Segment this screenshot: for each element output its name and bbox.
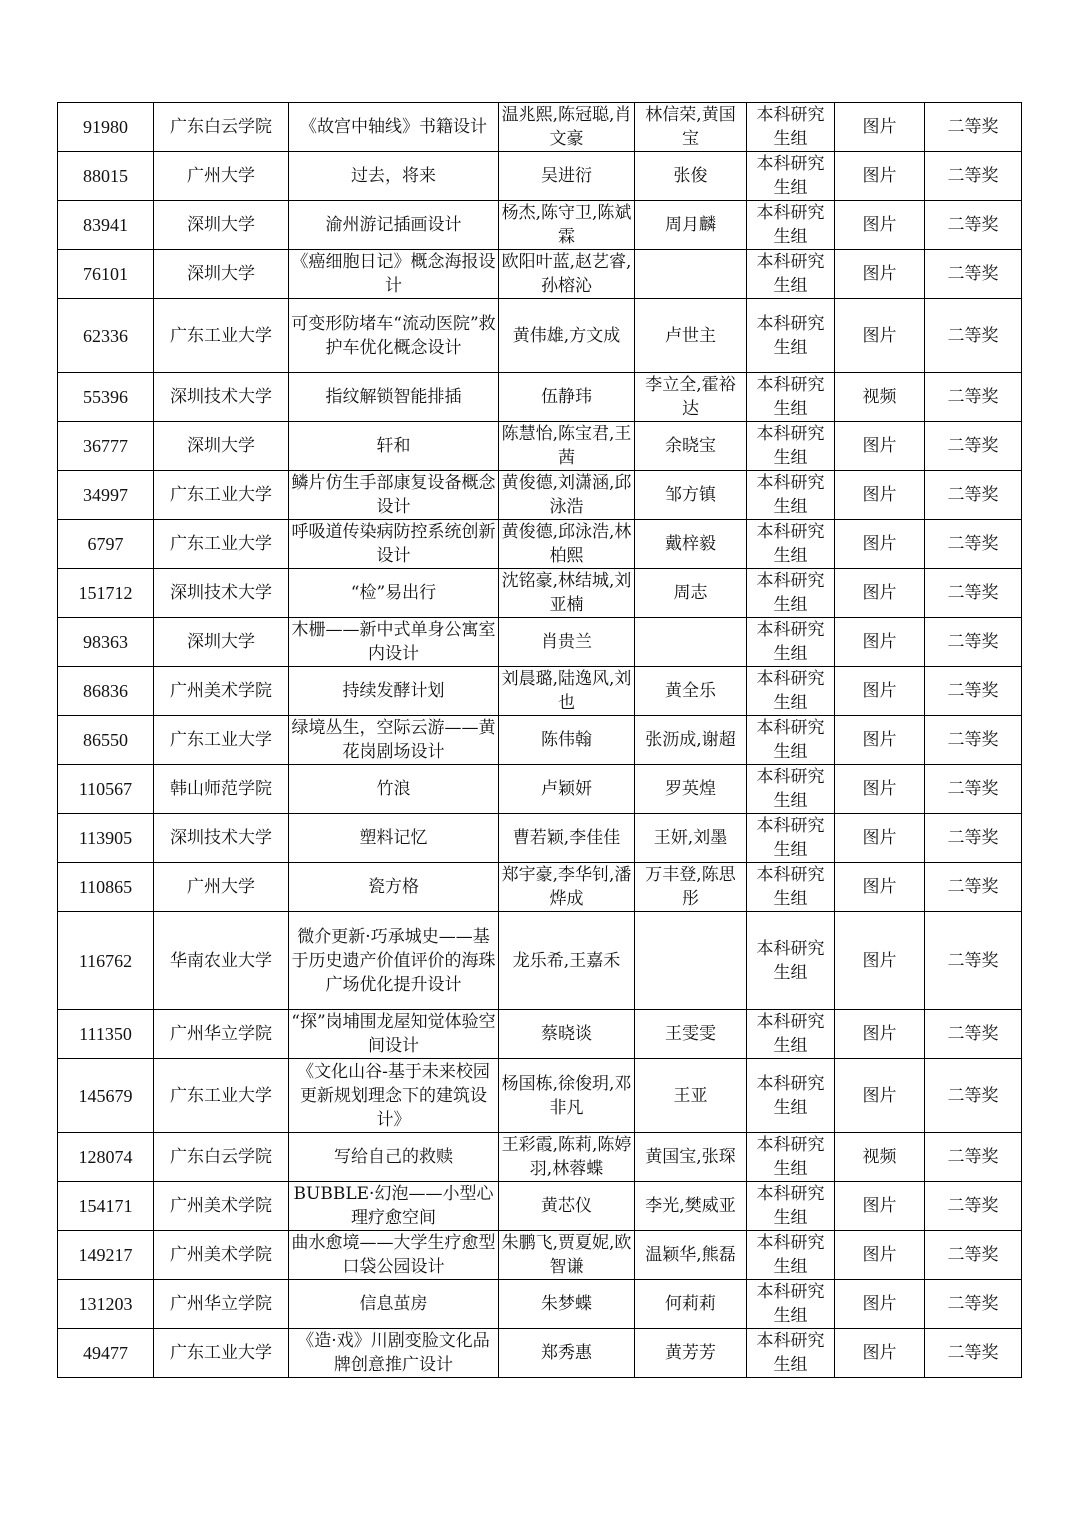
advisors-cell: 黄国宝,张琛	[635, 1133, 747, 1182]
authors-cell: 黄俊德,刘潇涵,邱泳浩	[499, 471, 635, 520]
school-cell: 广东工业大学	[154, 520, 289, 569]
school-cell: 广州美术学院	[154, 1231, 289, 1280]
table-row	[58, 667, 1022, 716]
table-row	[58, 152, 1022, 201]
authors-cell: 朱鹏飞,贾夏妮,欧智谦	[499, 1231, 635, 1280]
work-title-cell: 微介更新·巧承城史——基于历史遗产价值评价的海珠广场优化提升设计	[289, 912, 499, 1010]
table-row	[58, 1059, 1022, 1133]
work-type-cell: 图片	[835, 814, 925, 863]
entry-id-cell: 128074	[58, 1133, 154, 1182]
authors-cell: 沈铭豪,林结城,刘亚楠	[499, 569, 635, 618]
entry-id-cell: 151712	[58, 569, 154, 618]
school-cell: 广州大学	[154, 863, 289, 912]
advisors-cell	[635, 618, 747, 667]
school-cell: 广州华立学院	[154, 1280, 289, 1329]
group-cell: 本科研究生组	[747, 863, 835, 912]
table-row	[58, 716, 1022, 765]
award-cell: 二等奖	[925, 103, 1022, 152]
award-cell: 二等奖	[925, 863, 1022, 912]
group-cell: 本科研究生组	[747, 618, 835, 667]
group-cell: 本科研究生组	[747, 201, 835, 250]
school-cell: 深圳大学	[154, 422, 289, 471]
school-cell: 广州美术学院	[154, 667, 289, 716]
work-title-cell: “探”岗埔围龙屋知觉体验空间设计	[289, 1010, 499, 1059]
group-cell: 本科研究生组	[747, 667, 835, 716]
school-cell: 广东工业大学	[154, 1329, 289, 1378]
advisors-cell: 王亚	[635, 1059, 747, 1133]
authors-cell: 吴进衍	[499, 152, 635, 201]
entry-id-cell: 88015	[58, 152, 154, 201]
work-type-cell: 图片	[835, 152, 925, 201]
advisors-cell: 王雯雯	[635, 1010, 747, 1059]
school-cell: 广东工业大学	[154, 299, 289, 373]
school-cell: 广州华立学院	[154, 1010, 289, 1059]
group-cell: 本科研究生组	[747, 912, 835, 1010]
entry-id-cell: 55396	[58, 373, 154, 422]
work-title-cell: 木栅——新中式单身公寓室内设计	[289, 618, 499, 667]
school-cell: 深圳大学	[154, 201, 289, 250]
work-title-cell: 可变形防堵车“流动医院”救护车优化概念设计	[289, 299, 499, 373]
award-cell: 二等奖	[925, 716, 1022, 765]
advisors-cell: 万丰登,陈思彤	[635, 863, 747, 912]
table-row	[58, 912, 1022, 1010]
work-type-cell: 图片	[835, 1059, 925, 1133]
entry-id-cell: 110567	[58, 765, 154, 814]
group-cell: 本科研究生组	[747, 250, 835, 299]
work-type-cell: 图片	[835, 618, 925, 667]
group-cell: 本科研究生组	[747, 1010, 835, 1059]
work-title-cell: 指纹解锁智能排插	[289, 373, 499, 422]
advisors-cell: 罗英煌	[635, 765, 747, 814]
authors-cell: 伍静玮	[499, 373, 635, 422]
work-title-cell: 轩和	[289, 422, 499, 471]
work-type-cell: 图片	[835, 1280, 925, 1329]
advisors-cell: 何莉莉	[635, 1280, 747, 1329]
school-cell: 广东工业大学	[154, 1059, 289, 1133]
table-row	[58, 1280, 1022, 1329]
advisors-cell: 林信荣,黄国宝	[635, 103, 747, 152]
work-type-cell: 图片	[835, 422, 925, 471]
entry-id-cell: 6797	[58, 520, 154, 569]
work-title-cell: 《文化山谷-基于未来校园更新规划理念下的建筑设计》	[289, 1059, 499, 1133]
work-type-cell: 图片	[835, 863, 925, 912]
work-title-cell: 塑料记忆	[289, 814, 499, 863]
entry-id-cell: 145679	[58, 1059, 154, 1133]
authors-cell: 陈慧怡,陈宝君,王茜	[499, 422, 635, 471]
work-title-cell: 瓷方格	[289, 863, 499, 912]
group-cell: 本科研究生组	[747, 814, 835, 863]
group-cell: 本科研究生组	[747, 716, 835, 765]
table-row	[58, 520, 1022, 569]
advisors-cell: 张沥成,谢超	[635, 716, 747, 765]
work-type-cell: 图片	[835, 667, 925, 716]
work-title-cell: 《造·戏》川剧变脸文化品牌创意推广设计	[289, 1329, 499, 1378]
authors-cell: 曹若颖,李佳佳	[499, 814, 635, 863]
award-cell: 二等奖	[925, 1182, 1022, 1231]
group-cell: 本科研究生组	[747, 1231, 835, 1280]
authors-cell: 卢颖妍	[499, 765, 635, 814]
table-row	[58, 422, 1022, 471]
work-title-cell: 绿境丛生，空际云游——黄花岗剧场设计	[289, 716, 499, 765]
school-cell: 深圳大学	[154, 250, 289, 299]
school-cell: 深圳技术大学	[154, 373, 289, 422]
table-row	[58, 250, 1022, 299]
award-table-body	[58, 103, 1022, 1378]
authors-cell: 龙乐希,王嘉禾	[499, 912, 635, 1010]
work-type-cell: 图片	[835, 103, 925, 152]
work-type-cell: 图片	[835, 250, 925, 299]
advisors-cell	[635, 250, 747, 299]
work-type-cell: 图片	[835, 1329, 925, 1378]
table-row	[58, 814, 1022, 863]
work-title-cell: 过去，将来	[289, 152, 499, 201]
entry-id-cell: 116762	[58, 912, 154, 1010]
work-title-cell: BUBBLE·幻泡——小型心理疗愈空间	[289, 1182, 499, 1231]
award-cell: 二等奖	[925, 471, 1022, 520]
authors-cell: 王彩霞,陈莉,陈婷羽,林蓉蝶	[499, 1133, 635, 1182]
advisors-cell: 余晓宝	[635, 422, 747, 471]
school-cell: 广东白云学院	[154, 1133, 289, 1182]
award-cell: 二等奖	[925, 422, 1022, 471]
authors-cell: 黄芯仪	[499, 1182, 635, 1231]
work-type-cell: 图片	[835, 716, 925, 765]
work-title-cell: 《故宫中轴线》书籍设计	[289, 103, 499, 152]
award-cell: 二等奖	[925, 1280, 1022, 1329]
advisors-cell: 王妍,刘墨	[635, 814, 747, 863]
entry-id-cell: 113905	[58, 814, 154, 863]
school-cell: 广东工业大学	[154, 716, 289, 765]
award-cell: 二等奖	[925, 1329, 1022, 1378]
award-table	[57, 102, 1022, 1378]
award-cell: 二等奖	[925, 1231, 1022, 1280]
table-row	[58, 1231, 1022, 1280]
table-row	[58, 1329, 1022, 1378]
award-cell: 二等奖	[925, 765, 1022, 814]
authors-cell: 朱梦蝶	[499, 1280, 635, 1329]
authors-cell: 欧阳叶蓝,赵艺睿,孙榕沁	[499, 250, 635, 299]
authors-cell: 陈伟翰	[499, 716, 635, 765]
work-title-cell: 《癌细胞日记》概念海报设计	[289, 250, 499, 299]
entry-id-cell: 154171	[58, 1182, 154, 1231]
authors-cell: 刘晨璐,陆逸风,刘也	[499, 667, 635, 716]
award-cell: 二等奖	[925, 1133, 1022, 1182]
work-type-cell: 视频	[835, 1133, 925, 1182]
school-cell: 广州大学	[154, 152, 289, 201]
group-cell: 本科研究生组	[747, 1329, 835, 1378]
entry-id-cell: 76101	[58, 250, 154, 299]
group-cell: 本科研究生组	[747, 520, 835, 569]
advisors-cell: 黄全乐	[635, 667, 747, 716]
table-row	[58, 765, 1022, 814]
work-type-cell: 图片	[835, 1182, 925, 1231]
group-cell: 本科研究生组	[747, 1182, 835, 1231]
award-cell: 二等奖	[925, 373, 1022, 422]
authors-cell: 温兆熙,陈冠聪,肖文豪	[499, 103, 635, 152]
table-row	[58, 1010, 1022, 1059]
table-row	[58, 1182, 1022, 1231]
school-cell: 华南农业大学	[154, 912, 289, 1010]
school-cell: 韩山师范学院	[154, 765, 289, 814]
advisors-cell: 张俊	[635, 152, 747, 201]
award-cell: 二等奖	[925, 618, 1022, 667]
advisors-cell: 李立全,霍裕达	[635, 373, 747, 422]
work-title-cell: 呼吸道传染病防控系统创新设计	[289, 520, 499, 569]
advisors-cell: 李光,樊威亚	[635, 1182, 747, 1231]
authors-cell: 黄俊德,邱泳浩,林柏熙	[499, 520, 635, 569]
work-title-cell: 鳞片仿生手部康复设备概念设计	[289, 471, 499, 520]
group-cell: 本科研究生组	[747, 299, 835, 373]
advisors-cell: 周志	[635, 569, 747, 618]
table-row	[58, 569, 1022, 618]
advisors-cell: 戴梓毅	[635, 520, 747, 569]
entry-id-cell: 149217	[58, 1231, 154, 1280]
work-type-cell: 图片	[835, 520, 925, 569]
school-cell: 广东工业大学	[154, 471, 289, 520]
group-cell: 本科研究生组	[747, 569, 835, 618]
work-title-cell: 曲水愈境——大学生疗愈型口袋公园设计	[289, 1231, 499, 1280]
advisors-cell: 黄芳芳	[635, 1329, 747, 1378]
authors-cell: 肖贵兰	[499, 618, 635, 667]
entry-id-cell: 83941	[58, 201, 154, 250]
entry-id-cell: 49477	[58, 1329, 154, 1378]
advisors-cell: 温颖华,熊磊	[635, 1231, 747, 1280]
entry-id-cell: 62336	[58, 299, 154, 373]
award-cell: 二等奖	[925, 201, 1022, 250]
work-type-cell: 图片	[835, 1231, 925, 1280]
work-type-cell: 图片	[835, 201, 925, 250]
work-type-cell: 图片	[835, 299, 925, 373]
entry-id-cell: 86836	[58, 667, 154, 716]
group-cell: 本科研究生组	[747, 1133, 835, 1182]
group-cell: 本科研究生组	[747, 422, 835, 471]
work-type-cell: 图片	[835, 912, 925, 1010]
table-row	[58, 103, 1022, 152]
authors-cell: 黄伟雄,方文成	[499, 299, 635, 373]
group-cell: 本科研究生组	[747, 765, 835, 814]
authors-cell: 杨杰,陈守卫,陈斌霖	[499, 201, 635, 250]
award-cell: 二等奖	[925, 814, 1022, 863]
table-row	[58, 1133, 1022, 1182]
school-cell: 广州美术学院	[154, 1182, 289, 1231]
group-cell: 本科研究生组	[747, 1059, 835, 1133]
award-cell: 二等奖	[925, 912, 1022, 1010]
entry-id-cell: 34997	[58, 471, 154, 520]
work-title-cell: 渝州游记插画设计	[289, 201, 499, 250]
award-cell: 二等奖	[925, 152, 1022, 201]
authors-cell: 郑宇豪,李华钊,潘烨成	[499, 863, 635, 912]
authors-cell: 杨国栋,徐俊玥,邓非凡	[499, 1059, 635, 1133]
table-row	[58, 201, 1022, 250]
advisors-cell: 周月麟	[635, 201, 747, 250]
table-row	[58, 863, 1022, 912]
table-row	[58, 618, 1022, 667]
group-cell: 本科研究生组	[747, 103, 835, 152]
school-cell: 深圳大学	[154, 618, 289, 667]
award-cell: 二等奖	[925, 299, 1022, 373]
entry-id-cell: 110865	[58, 863, 154, 912]
entry-id-cell: 36777	[58, 422, 154, 471]
work-title-cell: 竹浪	[289, 765, 499, 814]
authors-cell: 蔡晓谈	[499, 1010, 635, 1059]
authors-cell: 郑秀惠	[499, 1329, 635, 1378]
award-cell: 二等奖	[925, 520, 1022, 569]
school-cell: 深圳技术大学	[154, 814, 289, 863]
work-title-cell: “检”易出行	[289, 569, 499, 618]
work-type-cell: 视频	[835, 373, 925, 422]
table-row	[58, 471, 1022, 520]
award-cell: 二等奖	[925, 1059, 1022, 1133]
group-cell: 本科研究生组	[747, 471, 835, 520]
advisors-cell	[635, 912, 747, 1010]
table-row	[58, 373, 1022, 422]
award-cell: 二等奖	[925, 667, 1022, 716]
entry-id-cell: 91980	[58, 103, 154, 152]
group-cell: 本科研究生组	[747, 152, 835, 201]
work-type-cell: 图片	[835, 471, 925, 520]
work-title-cell: 信息茧房	[289, 1280, 499, 1329]
entry-id-cell: 86550	[58, 716, 154, 765]
work-type-cell: 图片	[835, 765, 925, 814]
table-row	[58, 299, 1022, 373]
award-cell: 二等奖	[925, 1010, 1022, 1059]
work-type-cell: 图片	[835, 569, 925, 618]
group-cell: 本科研究生组	[747, 373, 835, 422]
entry-id-cell: 111350	[58, 1010, 154, 1059]
award-cell: 二等奖	[925, 569, 1022, 618]
work-title-cell: 持续发酵计划	[289, 667, 499, 716]
school-cell: 广东白云学院	[154, 103, 289, 152]
entry-id-cell: 131203	[58, 1280, 154, 1329]
entry-id-cell: 98363	[58, 618, 154, 667]
award-cell: 二等奖	[925, 250, 1022, 299]
group-cell: 本科研究生组	[747, 1280, 835, 1329]
work-type-cell: 图片	[835, 1010, 925, 1059]
advisors-cell: 邹方镇	[635, 471, 747, 520]
school-cell: 深圳技术大学	[154, 569, 289, 618]
advisors-cell: 卢世主	[635, 299, 747, 373]
work-title-cell: 写给自己的救赎	[289, 1133, 499, 1182]
